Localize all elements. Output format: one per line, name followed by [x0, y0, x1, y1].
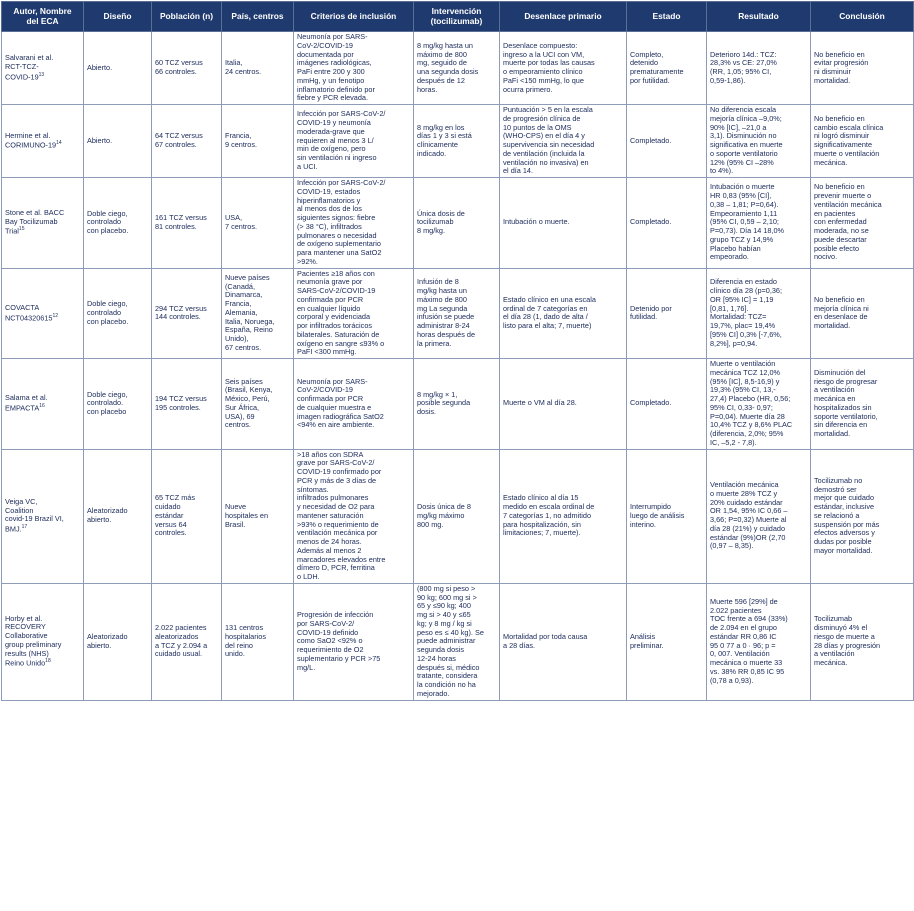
cell-autor	[2, 359, 84, 450]
cell-desenlace: Desenlace compuesto: ingreso a la UCI con VM, muerte por todas las causas o empeoramiento clínico PaFi <150 mmHg, lo que ocurra primero.	[500, 32, 627, 105]
cell-criterios: Pacientes ≥18 años con neumonía grave por SARS-CoV-2/COVID-19 confirmada por PCR en cualquier líquido corporal y evidenciada por infiltrados torácicos bilaterales. Saturación de oxígeno en sangre ≤93% o PaFI <300 mmHg.	[294, 268, 414, 359]
cell-autor	[2, 178, 84, 269]
header-poblacion: Población (n)	[152, 2, 222, 32]
cell-conclusion: No beneficio en mejoría clínica ni en desenlace de mortalidad.	[811, 268, 914, 359]
cell-diseno: Aleatorizado abierto.	[84, 449, 152, 583]
cell-estado: Interrumpido luego de análisis interino.	[627, 449, 707, 583]
cell-resultado: Diferencia en estado clínico día 28 (p=0,36; OR [95% IC] = 1,19 [0,81, 1,76]. Mortalidad: TCZ= 19,7%, plac= 19,4% [95% CI] 0,3% [-7,6%, 8,2%], p=0,94.	[707, 268, 811, 359]
cell-criterios: >18 años con SDRA grave por SARS-CoV-2/ COVID-19 confirmado por PCR y más de 3 días de síntomas. infiltrados pulmonares y necesidad de O2 para mantener saturación >93% o requerimiento de ventilación mecánica por menos de 24 horas. Además al menos 2 marcadores elevados entre dímero D, PCR, ferritina o LDH.	[294, 449, 414, 583]
cell-poblacion: 294 TCZ versus 144 controles.	[152, 268, 222, 359]
cell-pais: USA, 7 centros.	[222, 178, 294, 269]
cell-conclusion: No beneficio en cambio escala clínica ni logró disminuir significativamente muerte o ventilación mecánica.	[811, 105, 914, 178]
reference-number: 14	[56, 140, 62, 147]
cell-conclusion: No beneficio en evitar progresión ni disminuir mortalidad.	[811, 32, 914, 105]
cell-desenlace: Puntuación > 5 en la escala de progresión clínica de 10 puntos de la OMS (WHO-CPS) en el día 4 y supervivencia sin necesidad de ventilación (incluida la ventilación no invasiva) en el día 14.	[500, 105, 627, 178]
header-desenlace: Desenlace primario	[500, 2, 627, 32]
table-header	[2, 2, 914, 32]
cell-diseno: Aleatorizado abierto.	[84, 583, 152, 700]
table-row	[2, 359, 914, 450]
table-row	[2, 178, 914, 269]
header-row	[2, 2, 914, 32]
cell-pais: 131 centros hospitalarios del reino unido.	[222, 583, 294, 700]
cell-criterios: Neumonía por SARS- CoV-2/COVID-19 documentada por imágenes radiológicas, PaFi entre 200 y 300 mmHg, y un fenotipo inflamatorio definido por fiebre y PCR elevada.	[294, 32, 414, 105]
cell-desenlace: Muerte o VM al día 28.	[500, 359, 627, 450]
cell-desenlace: Mortalidad por toda causa a 28 días.	[500, 583, 627, 700]
cell-poblacion: 64 TCZ versus 67 controles.	[152, 105, 222, 178]
autor-text: Horby et al. RECOVERY Collaborative group preliminary results (NHS) Reino Unido	[5, 613, 62, 668]
table-body	[2, 32, 914, 701]
cell-conclusion: Tocilizumab disminuyó 4% el riesgo de muerte a 28 días y progresión a ventilación mecánica.	[811, 583, 914, 700]
cell-intervencion: (800 mg si peso > 90 kg; 600 mg si > 65 y ≤90 kg; 400 mg si > 40 y ≤65 kg; y 8 mg / kg si peso es ≤ 40 kg). Se puede administrar segunda dosis 12-24 horas después si, médico tratante, considera la condición no ha mejorado.	[414, 583, 500, 700]
reference-number: 17	[21, 524, 28, 531]
cell-pais: Francia, 9 centros.	[222, 105, 294, 178]
cell-criterios: Infección por SARS-CoV-2/ COVID-19, estados hiperinflamatorios y al menos dos de los siguientes signos: fiebre (> 38 °C), infiltrados pulmonares o necesidad de oxígeno suplementario para mantener una SatO2 >92%.	[294, 178, 414, 269]
cell-pais: Seis países (Brasil, Kenya, México, Perú, Sur África, USA), 69 centros.	[222, 359, 294, 450]
cell-resultado: Muerte o ventilación mecánica TCZ 12,0% (95% [IC], 8,5-16,9) y 19,3% (95% CI, 13,- 27,4) Placebo (HR, 0,56; 95% CI, 0,33- 0,97; P=0,04). Muerte día 28 10,4% TCZ y 8,6% PLAC (diferencia, 2,0%; 95% IC, –5,2 - 7,8).	[707, 359, 811, 450]
cell-poblacion: 60 TCZ versus 66 controles.	[152, 32, 222, 105]
cell-intervencion: 8 mg/kg × 1, posible segunda dosis.	[414, 359, 500, 450]
cell-conclusion: No beneficio en prevenir muerte o ventilación mecánica en pacientes con enfermedad moderada, no se puede descartar posible efecto nocivo.	[811, 178, 914, 269]
cell-autor	[2, 268, 84, 359]
table-row	[2, 105, 914, 178]
reference-number: 18	[45, 658, 51, 665]
reference-number: 12	[52, 312, 59, 319]
cell-resultado: Intubación o muerte HR 0,83 (95% [CI], 0,38 – 1,81; P=0,64). Empeoramiento 1,11 (95% CI, 0,59 – 2,10; P=0,73). Día 14 18,0% grupo TCZ y 14,9% Placebo habían empeorado.	[707, 178, 811, 269]
cell-criterios: Progresión de infección por SARS-CoV-2/ COVID-19 definido como SaO2 <92% o requerimiento de O2 suplementario y PCR >75 mg/L.	[294, 583, 414, 700]
cell-estado: Análisis preliminar.	[627, 583, 707, 700]
header-conclusion: Conclusión	[811, 2, 914, 32]
cell-resultado: Deterioro 14d.: TCZ: 28,3% vs CE: 27,0% (RR, 1,05; 95% CI, 0,59-1,86).	[707, 32, 811, 105]
reference-number: 13	[38, 71, 45, 78]
cell-resultado: Ventilación mecánica o muerte 28% TCZ y 20% cuidado estándar OR 1,54, 95% IC 0,66 – 3,66; P=0,32) Muerte al día 28 (21%) y cuidado estándar (9%)OR (2,70 (0,97 – 8,35).	[707, 449, 811, 583]
cell-diseno: Doble ciego, controlado. con placebo	[84, 359, 152, 450]
cell-autor	[2, 105, 84, 178]
cell-desenlace: Estado clínico en una escala ordinal de 7 categorías en el día 28 (1, dado de alta / listo para el alta; 7, muerte)	[500, 268, 627, 359]
autor-text: COVACTA NCT04320615	[5, 302, 53, 322]
header-resultado: Resultado	[707, 2, 811, 32]
cell-estado: Completo, detenido prematuramente por futilidad.	[627, 32, 707, 105]
cell-diseno: Doble ciego, controlado con placebo.	[84, 178, 152, 269]
cell-autor	[2, 583, 84, 700]
cell-resultado: Muerte 596 [29%] de 2.022 pacientes TOC frente a 694 (33%) de 2.094 en el grupo estándar RR 0,86 IC 95 0 77 a 0 · 96; p = 0, 007. Ventilación mecánica o muerte 33 vs. 38% RR 0,85 IC 95 (0,78 a 0,93).	[707, 583, 811, 700]
table-row	[2, 268, 914, 359]
cell-criterios: Neumonía por SARS- CoV-2/COVID-19 confirmada por PCR de cualquier muestra e imagen radiográfica SatO2 <94% en aire ambiente.	[294, 359, 414, 450]
cell-pais: Italia, 24 centros.	[222, 32, 294, 105]
autor-text: Salama et al. EMPACTA	[5, 393, 48, 413]
cell-poblacion: 161 TCZ versus 81 controles.	[152, 178, 222, 269]
eca-table	[1, 1, 914, 701]
cell-desenlace: Intubación o muerte.	[500, 178, 627, 269]
cell-intervencion: 8 mg/kg en los días 1 y 3 si está clínicamente indicado.	[414, 105, 500, 178]
cell-poblacion: 65 TCZ más cuidado estándar versus 64 controles.	[152, 449, 222, 583]
autor-text: Hermine et al. CORIMUNO-19	[5, 130, 57, 150]
cell-pais: Nueve países (Canadá, Dinamarca, Francia, Alemania, Italia, Noruega, España, Reino Unido), 67 centros.	[222, 268, 294, 359]
table-row	[2, 583, 914, 700]
cell-conclusion: Tocilizumab no demostró ser mejor que cuidado estándar, inclusive se relacionó a suspensión por más efectos adversos y dudas por posible mayor mortalidad.	[811, 449, 914, 583]
cell-criterios: Infección por SARS-CoV-2/ COVID-19 y neumonía moderada-grave que requieren al menos 3 L/ min de oxígeno, pero sin ventilación ni ingreso a UCI.	[294, 105, 414, 178]
header-pais: País, centros	[222, 2, 294, 32]
table-row	[2, 449, 914, 583]
cell-conclusion: Disminución del riesgo de progresar a ventilación mecánica en hospitalizados sin soporte ventilatorio, sin diferencia en mortalidad.	[811, 359, 914, 450]
cell-resultado: No diferencia escala mejoría clínica –9,0%; 90% [IC], –21,0 a 3,1). Disminución no significativa en muerte o soporte ventilatorio 12% (95% CI –28% to 4%).	[707, 105, 811, 178]
cell-estado: Completado.	[627, 359, 707, 450]
table-row	[2, 32, 914, 105]
autor-text: Veiga VC, Coalition covid-19 Brazil VI, BMJ.	[5, 496, 64, 534]
cell-intervencion: Dosis única de 8 mg/kg máximo 800 mg.	[414, 449, 500, 583]
cell-desenlace: Estado clínico al día 15 medido en escala ordinal de 7 categorías 1, no admitido para hospitalización, sin limitaciones; 7, muerte).	[500, 449, 627, 583]
cell-poblacion: 2.022 pacientes aleatorizados a TCZ y 2.094 a cuidado usual.	[152, 583, 222, 700]
header-intervencion: Intervención (tocilizumab)	[414, 2, 500, 32]
cell-estado: Completado.	[627, 178, 707, 269]
header-estado: Estado	[627, 2, 707, 32]
cell-intervencion: Infusión de 8 mg/kg hasta un máximo de 800 mg La segunda infusión se puede administrar 8-24 horas después de la primera.	[414, 268, 500, 359]
cell-diseno: Abierto.	[84, 32, 152, 105]
cell-diseno: Doble ciego, controlado con placebo.	[84, 268, 152, 359]
cell-estado: Detenido por futilidad.	[627, 268, 707, 359]
header-autor: Autor, Nombre del ECA	[2, 2, 84, 32]
cell-autor	[2, 32, 84, 105]
cell-poblacion: 194 TCZ versus 195 controles.	[152, 359, 222, 450]
header-diseno: Diseño	[84, 2, 152, 32]
cell-intervencion: Única dosis de tocilizumab 8 mg/kg.	[414, 178, 500, 269]
autor-text: Salvarani et al. RCT-TCZ- COVID-19	[5, 53, 54, 82]
reference-number: 15	[18, 226, 25, 233]
cell-diseno: Abierto.	[84, 105, 152, 178]
reference-number: 16	[39, 403, 45, 410]
cell-pais: Nueve hospitales en Brasil.	[222, 449, 294, 583]
cell-intervencion: 8 mg/kg hasta un máximo de 800 mg, seguido de una segunda dosis después de 12 horas.	[414, 32, 500, 105]
autor-text: Stone et al. BACC Bay Tocilizumab Trial	[5, 207, 65, 236]
header-criterios: Criterios de inclusión	[294, 2, 414, 32]
cell-estado: Completado.	[627, 105, 707, 178]
cell-autor	[2, 449, 84, 583]
